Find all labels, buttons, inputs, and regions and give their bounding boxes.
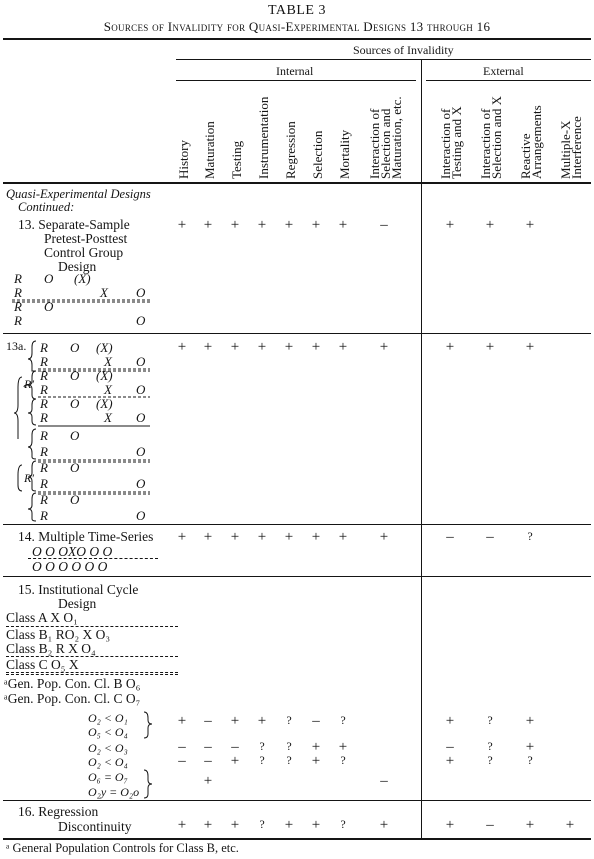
comparison-4: O₂ < O₄ <box>88 755 128 769</box>
design-15-divider-c2 <box>6 674 178 675</box>
rating-symbol: ? <box>259 817 265 831</box>
rating-symbol: – <box>446 529 454 545</box>
rating-symbol: + <box>230 713 240 729</box>
rating-symbol: + <box>177 713 187 729</box>
column-header-10-line-2: Selection and X <box>489 95 504 179</box>
rating-symbol: – <box>446 739 454 755</box>
svg-text:O: O <box>70 460 80 475</box>
svg-text:(X): (X) <box>74 271 91 286</box>
rating-symbol: + <box>203 817 213 833</box>
rating-symbol: + <box>379 529 389 545</box>
svg-text:R: R <box>40 410 48 425</box>
svg-text:R: R <box>40 396 48 411</box>
design-15-gen-pop-c: ᵃGen. Pop. Con. Cl. C O₇ <box>4 691 141 706</box>
table-number: TABLE 3 <box>268 3 326 18</box>
row-rule-13 <box>3 333 591 334</box>
design-15-class-c: Class C O₅ X <box>6 657 79 672</box>
column-header-2: Maturation <box>201 121 217 179</box>
column-header-10-line-1: Interaction of <box>478 108 493 179</box>
svg-text:(X): (X) <box>96 368 113 383</box>
column-header-8-line-2: Selection and <box>377 108 393 179</box>
column-header-11-line-2: Arrangements <box>529 105 544 179</box>
rating-symbol: + <box>338 739 348 755</box>
svg-text:X: X <box>104 410 112 425</box>
svg-text:R: R <box>40 444 48 459</box>
rating-symbol: – <box>231 739 239 755</box>
sources-rule <box>176 59 591 60</box>
design-13-notation <box>0 270 170 332</box>
svg-text:R′: R′ <box>24 471 34 485</box>
rating-symbol: + <box>445 817 455 833</box>
rating-symbol: – <box>204 713 212 729</box>
rating-symbol: + <box>257 339 267 355</box>
rating-symbol: + <box>338 529 348 545</box>
row-rule-13a <box>3 524 591 525</box>
rating-symbol: + <box>230 529 240 545</box>
svg-text:R: R <box>40 382 48 397</box>
rating-symbol: ? <box>340 713 346 727</box>
rating-symbol: – <box>312 713 320 729</box>
design-14-series-row1: O O OXO O O <box>32 544 113 559</box>
svg-text:O: O <box>44 299 54 314</box>
rating-symbol: + <box>445 339 455 355</box>
comparison-6: O₂y = O₂o <box>88 785 140 799</box>
rating-symbol: + <box>203 339 213 355</box>
svg-text:R: R <box>14 271 22 286</box>
rating-symbol: + <box>525 817 535 833</box>
svg-text:R: R <box>14 313 22 328</box>
rating-symbol: ? <box>487 753 493 767</box>
rating-symbol: – <box>486 529 494 545</box>
bottom-rule <box>3 838 591 840</box>
column-header-8-line-3: Maturation, etc. <box>388 96 404 179</box>
rating-symbol: + <box>445 217 455 233</box>
rating-symbol: + <box>311 817 321 833</box>
rating-symbol: + <box>311 529 321 545</box>
footnote: ᵃ General Population Controls for Class B, etc. <box>6 841 239 855</box>
svg-text:R: R <box>14 285 22 300</box>
comparison-3: O₂ < O₃ <box>88 741 128 755</box>
table-title: Sources of Invalidity for Quasi-Experimental Designs 13 through 16 <box>103 19 491 34</box>
column-header-5: Regression <box>282 121 298 179</box>
rating-symbol: + <box>230 817 240 833</box>
design-13a-notation <box>0 335 170 523</box>
design-13-title-line3: Control Group <box>44 245 124 260</box>
rating-symbol: + <box>203 773 213 789</box>
svg-text:O: O <box>70 396 80 411</box>
svg-text:X: X <box>104 382 112 397</box>
rating-symbol: + <box>445 713 455 729</box>
rating-symbol: ? <box>286 753 292 767</box>
rating-symbol: + <box>284 217 294 233</box>
rating-symbol: ? <box>487 739 493 753</box>
rating-symbol: + <box>257 217 267 233</box>
design-13-title-line4: Design <box>58 259 97 274</box>
rating-symbol: + <box>230 753 240 769</box>
header-bottom-rule <box>3 182 591 184</box>
rating-symbol: + <box>485 217 495 233</box>
svg-text:O: O <box>136 508 146 523</box>
design-14-series-row2: O O O O O O <box>32 559 108 574</box>
svg-text:O: O <box>136 382 146 397</box>
svg-text:O: O <box>136 313 146 328</box>
comparison-2: O₅ < O₄ <box>88 725 128 739</box>
svg-text:O: O <box>136 354 146 369</box>
rating-symbol: + <box>379 339 389 355</box>
rating-symbol: + <box>257 529 267 545</box>
svg-text:R′: R′ <box>24 377 34 391</box>
rating-symbol: + <box>177 217 187 233</box>
top-rule <box>3 38 591 40</box>
svg-text:R: R <box>40 354 48 369</box>
comparison-1: O₂ < O₁ <box>88 711 128 725</box>
rating-symbol: + <box>525 339 535 355</box>
svg-text:R: R <box>40 428 48 443</box>
design-15-title-line2: Design <box>58 596 97 611</box>
rating-symbol: + <box>525 713 535 729</box>
svg-text:O: O <box>70 428 80 443</box>
rating-symbol: + <box>311 217 321 233</box>
rating-symbol: + <box>177 817 187 833</box>
rating-symbol: + <box>525 739 535 755</box>
sources-header: Sources of Invalidity <box>353 43 454 57</box>
column-header-3: Testing <box>228 140 244 179</box>
rating-symbol: – <box>204 739 212 755</box>
design-13a-label: 13a. <box>6 339 27 353</box>
rating-symbol: + <box>284 339 294 355</box>
column-header-7: Mortality <box>336 129 352 179</box>
rating-symbol: ? <box>286 739 292 753</box>
rating-symbol: + <box>311 753 321 769</box>
rating-symbol: ? <box>527 529 533 543</box>
column-header-8-line-1: Interaction of <box>366 108 382 179</box>
rating-symbol: + <box>257 713 267 729</box>
design-15-class-a: Class A X O₁ <box>6 610 78 625</box>
design-15-gen-pop-b: ᵃGen. Pop. Con. Cl. B O₆ <box>4 676 141 691</box>
comparison-brackets <box>140 708 160 802</box>
rating-symbol: + <box>311 739 321 755</box>
svg-text:X: X <box>104 354 112 369</box>
internal-rule <box>176 80 416 81</box>
svg-text:O: O <box>136 410 146 425</box>
design-15-class-b1: Class B₁ RO₂ X O₃ <box>6 627 111 642</box>
svg-text:O: O <box>136 476 146 491</box>
rating-symbol: + <box>379 817 389 833</box>
rating-symbol: ? <box>527 753 533 767</box>
rating-symbol: – <box>178 753 186 769</box>
svg-text:O: O <box>136 285 146 300</box>
column-header-4: Instrumentation <box>255 96 271 179</box>
rating-symbol: ? <box>340 817 346 831</box>
rating-symbol: – <box>178 739 186 755</box>
internal-header: Internal <box>276 64 314 78</box>
row-rule-15 <box>3 800 591 801</box>
rating-symbol: + <box>338 217 348 233</box>
rating-symbol: – <box>380 217 388 233</box>
svg-text:O: O <box>44 271 54 286</box>
rating-symbol: + <box>284 529 294 545</box>
rating-symbol: + <box>525 217 535 233</box>
rating-symbol: + <box>203 529 213 545</box>
design-13-title-line2: Pretest-Posttest <box>44 231 128 246</box>
rating-symbol: – <box>204 753 212 769</box>
svg-text:O: O <box>136 444 146 459</box>
external-rule <box>426 80 591 81</box>
rating-symbol: – <box>380 773 388 789</box>
design-15-title: 15. Institutional Cycle <box>18 582 139 597</box>
rating-symbol: – <box>486 817 494 833</box>
rating-symbol: + <box>230 217 240 233</box>
rating-symbol: ? <box>259 753 265 767</box>
rating-symbol: + <box>284 817 294 833</box>
column-header-11-line-1: Reactive <box>518 133 533 179</box>
internal-external-divider <box>421 60 422 838</box>
rating-symbol: ? <box>487 713 493 727</box>
row-rule-14 <box>3 576 591 577</box>
rating-symbol: + <box>485 339 495 355</box>
rating-symbol: + <box>177 529 187 545</box>
column-header-6: Selection <box>309 130 325 179</box>
design-15-divider-c <box>6 672 178 673</box>
column-header-1: History <box>175 140 191 179</box>
svg-text:O: O <box>70 368 80 383</box>
svg-text:R: R <box>40 508 48 523</box>
svg-text:(X): (X) <box>96 396 113 411</box>
column-header-9-line-1: Interaction of <box>438 108 453 179</box>
svg-text:R: R <box>40 340 48 355</box>
design-16-title-line2: Discontinuity <box>58 819 132 834</box>
rating-symbol: + <box>565 817 575 833</box>
rating-symbol: ? <box>259 739 265 753</box>
svg-text:O: O <box>70 492 80 507</box>
section-label-continued: Continued: <box>18 200 75 214</box>
svg-text:R: R <box>40 476 48 491</box>
svg-text:R: R <box>40 460 48 475</box>
rating-symbol: + <box>311 339 321 355</box>
design-14-title: 14. Multiple Time-Series <box>18 529 154 544</box>
svg-text:R: R <box>40 368 48 383</box>
comparison-5: O₆ = O₇ <box>88 770 128 784</box>
svg-text:R: R <box>40 492 48 507</box>
column-header-12-line-2: Interference <box>569 116 584 179</box>
external-header: External <box>483 64 524 78</box>
svg-text:R: R <box>14 299 22 314</box>
design-13-title: 13. Separate-Sample <box>18 217 130 232</box>
svg-text:X: X <box>100 285 108 300</box>
svg-text:O: O <box>70 340 80 355</box>
svg-text:(X): (X) <box>96 340 113 355</box>
section-label: Quasi-Experimental Designs <box>6 187 151 201</box>
rating-symbol: + <box>338 339 348 355</box>
rating-symbol: + <box>177 339 187 355</box>
design-16-title: 16. Regression <box>18 804 99 819</box>
rating-symbol: ? <box>286 713 292 727</box>
column-header-12-line-1: Multiple-X <box>558 120 573 179</box>
column-header-9-line-2: Testing and X <box>449 106 464 179</box>
rating-symbol: + <box>445 753 455 769</box>
design-15-class-b2: Class B₂ R X O₄ <box>6 641 96 656</box>
rating-symbol: ? <box>340 753 346 767</box>
rating-symbol: + <box>203 217 213 233</box>
rating-symbol: + <box>230 339 240 355</box>
